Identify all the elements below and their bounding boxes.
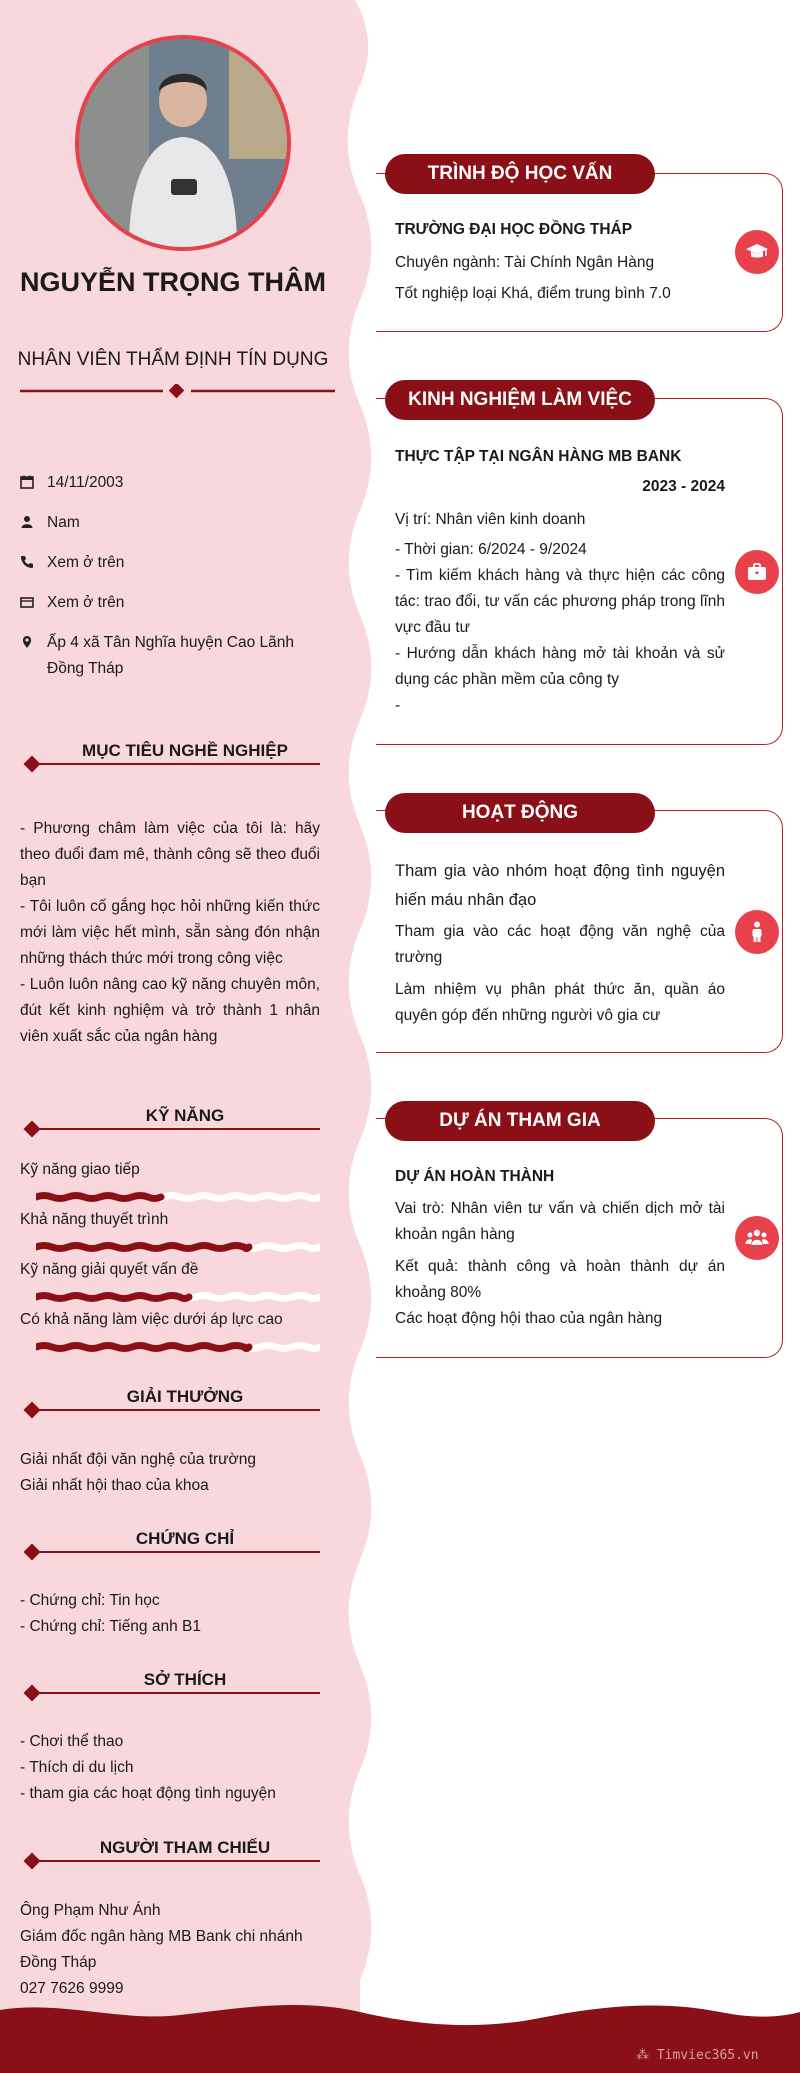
hobby-item: - Chơi thể thao: [20, 1733, 124, 1750]
activity-item: Tham gia vào các hoạt động văn nghệ của trường: [395, 923, 725, 966]
gender-text: Nam: [47, 514, 80, 531]
skills-title: KỸ NĂNG: [145, 1106, 225, 1125]
activity-item: Làm nhiệm vụ phân phát thức ăn, quần áo quyên góp đến những người vô gia cư: [395, 981, 725, 1024]
awards-title: GIẢI THƯỞNG: [126, 1387, 244, 1406]
skill-label: Kỹ năng giao tiếp: [20, 1161, 140, 1178]
objective-heading: [20, 741, 320, 771]
avatar: [75, 35, 291, 251]
certificates-title: CHỨNG CHỈ: [135, 1529, 235, 1548]
reference-position: Giám đốc ngân hàng MB Bank chi nhánh Đồng Tháp: [20, 1928, 303, 1971]
awards-heading: [20, 1387, 320, 1417]
skill-bar: [36, 1291, 320, 1303]
briefcase-icon: [746, 561, 768, 583]
objective-line: - Tôi luôn cố gắng học hỏi những kiến thức mới làm việc hết mình, sẵn sàng đón nhận những thách thức mới trong công việc: [20, 898, 320, 967]
experience-line: -: [395, 697, 401, 714]
calendar-icon: [20, 475, 34, 489]
project-line: Kết quả: thành công và hoàn thành dự án khoảng 80%: [395, 1258, 725, 1301]
activity-item: Tham gia vào nhóm hoạt động tình nguyện hiến máu nhân đạo: [395, 862, 725, 909]
skill-label: Có khả năng làm việc dưới áp lực cao: [20, 1311, 283, 1328]
email-text[interactable]: Xem ở trên: [47, 594, 125, 611]
references-text: [20, 1898, 320, 2002]
experience-title: KINH NGHIỆM LÀM VIỆC: [385, 380, 655, 420]
objective-title: MỤC TIÊU NGHỀ NGHIỆP: [82, 741, 288, 760]
experience-line: - Tìm kiếm khách hàng và thực hiện các công tác: trao đổi, tư vấn các phương pháp trong lĩnh vực đầu tư: [395, 567, 725, 636]
skill-bar-fill: [36, 1346, 249, 1349]
objective-line: - Luôn luôn nâng cao kỹ năng chuyên môn, đút kết kinh nghiệm và trở thành 1 nhân viên xuất sắc của ngân hàng: [20, 976, 320, 1045]
skill-bar-fill: [36, 1196, 161, 1199]
watermark-icon: ⁂: [636, 2048, 657, 2063]
activities-badge: [735, 910, 779, 954]
reference-name: Ông Phạm Như Ánh: [20, 1902, 161, 1919]
skill-label: Khả năng thuyết trình: [20, 1211, 169, 1228]
skill-label: Kỹ năng giải quyết vấn đề: [20, 1261, 199, 1278]
birthday-text: 14/11/2003: [47, 474, 124, 491]
activities-title: HOẠT ĐỘNG: [385, 793, 655, 833]
education-title: TRÌNH ĐỘ HỌC VẤN: [385, 154, 655, 194]
experience-company: THỰC TẬP TẠI NGÂN HÀNG MB BANK: [395, 448, 682, 465]
profile-name: NGUYỄN TRỌNG THÂM: [20, 267, 326, 297]
skill-bar: [36, 1341, 320, 1353]
project-line: Các hoạt động hội thao của ngân hàng: [395, 1310, 663, 1327]
job-title: NHÂN VIÊN THẨM ĐỊNH TÍN DỤNG: [17, 349, 329, 370]
hobby-item: - tham gia các hoạt động tình nguyện: [20, 1785, 276, 1802]
education-major: Chuyên ngành: Tài Chính Ngân Hàng: [395, 254, 655, 271]
mail-icon: [20, 595, 34, 609]
award-item: Giải nhất đội văn nghệ của trường: [20, 1451, 256, 1468]
reference-phone: 027 7626 9999: [20, 1980, 124, 1997]
graduation-cap-icon: [745, 240, 769, 264]
phone-text[interactable]: Xem ở trên: [47, 554, 125, 571]
hobbies-text: [20, 1729, 320, 1807]
references-heading: [20, 1838, 320, 1868]
skill-bar: [36, 1241, 320, 1253]
skill-bar-fill: [36, 1296, 189, 1299]
certificate-item: - Chứng chỉ: Tiếng anh B1: [20, 1618, 201, 1635]
name-divider: [20, 384, 335, 398]
project-name: DỰ ÁN HOÀN THÀNH: [395, 1168, 555, 1185]
education-school: TRƯỜNG ĐẠI HỌC ĐỒNG THÁP: [395, 221, 633, 238]
contact-phone: [20, 550, 320, 576]
experience-line: - Thời gian: 6/2024 - 9/2024: [395, 541, 587, 558]
experience-badge: [735, 550, 779, 594]
certificates-text: [20, 1588, 320, 1640]
experience-position: Vị trí: Nhân viên kinh doanh: [395, 511, 586, 528]
projects-title: DỰ ÁN THAM GIA: [385, 1101, 655, 1141]
hobbies-title: SỞ THÍCH: [143, 1670, 227, 1689]
group-icon: [745, 1228, 769, 1248]
references-title: NGƯỜI THAM CHIẾU: [99, 1838, 271, 1857]
experience-period: 2023 - 2024: [642, 478, 725, 495]
user-icon: [20, 515, 34, 529]
address-text: Ấp 4 xã Tân Nghĩa huyện Cao Lãnh Đồng Tháp: [47, 634, 295, 677]
contact-gender: [20, 510, 320, 536]
watermark: [636, 2048, 759, 2063]
contact-birthday: [20, 470, 320, 496]
skill-bar-fill: [36, 1246, 249, 1249]
skill-bar: [36, 1191, 320, 1203]
watermark-text: Timviec365.vn: [656, 2048, 759, 2063]
contact-address: [20, 630, 320, 682]
experience-line: - Hướng dẫn khách hàng mở tài khoản và sử dụng các phần mềm của công ty: [395, 645, 725, 688]
contact-email: [20, 590, 320, 616]
award-item: Giải nhất hội thao của khoa: [20, 1477, 209, 1494]
objective-text: [20, 816, 320, 1050]
education-result: Tốt nghiệp loại Khá, điểm trung bình 7.0: [395, 285, 671, 302]
education-badge: [735, 230, 779, 274]
experience-details: [395, 537, 725, 719]
skills-heading: [20, 1106, 320, 1136]
hobbies-heading: [20, 1670, 320, 1700]
project-line: Vai trò: Nhân viên tư vấn và chiến dịch mở tài khoản ngân hàng: [395, 1200, 725, 1243]
projects-badge: [735, 1216, 779, 1260]
location-pin-icon: [20, 635, 34, 649]
objective-line: - Phương châm làm việc của tôi là: hãy theo đuổi đam mê, thành công sẽ theo đuổi bạn: [20, 820, 320, 889]
certificates-heading: [20, 1529, 320, 1559]
person-icon: [747, 921, 767, 943]
phone-icon: [20, 555, 34, 569]
certificate-item: - Chứng chỉ: Tin học: [20, 1592, 160, 1609]
hobby-item: - Thích di du lịch: [20, 1759, 134, 1776]
awards-text: [20, 1447, 320, 1499]
